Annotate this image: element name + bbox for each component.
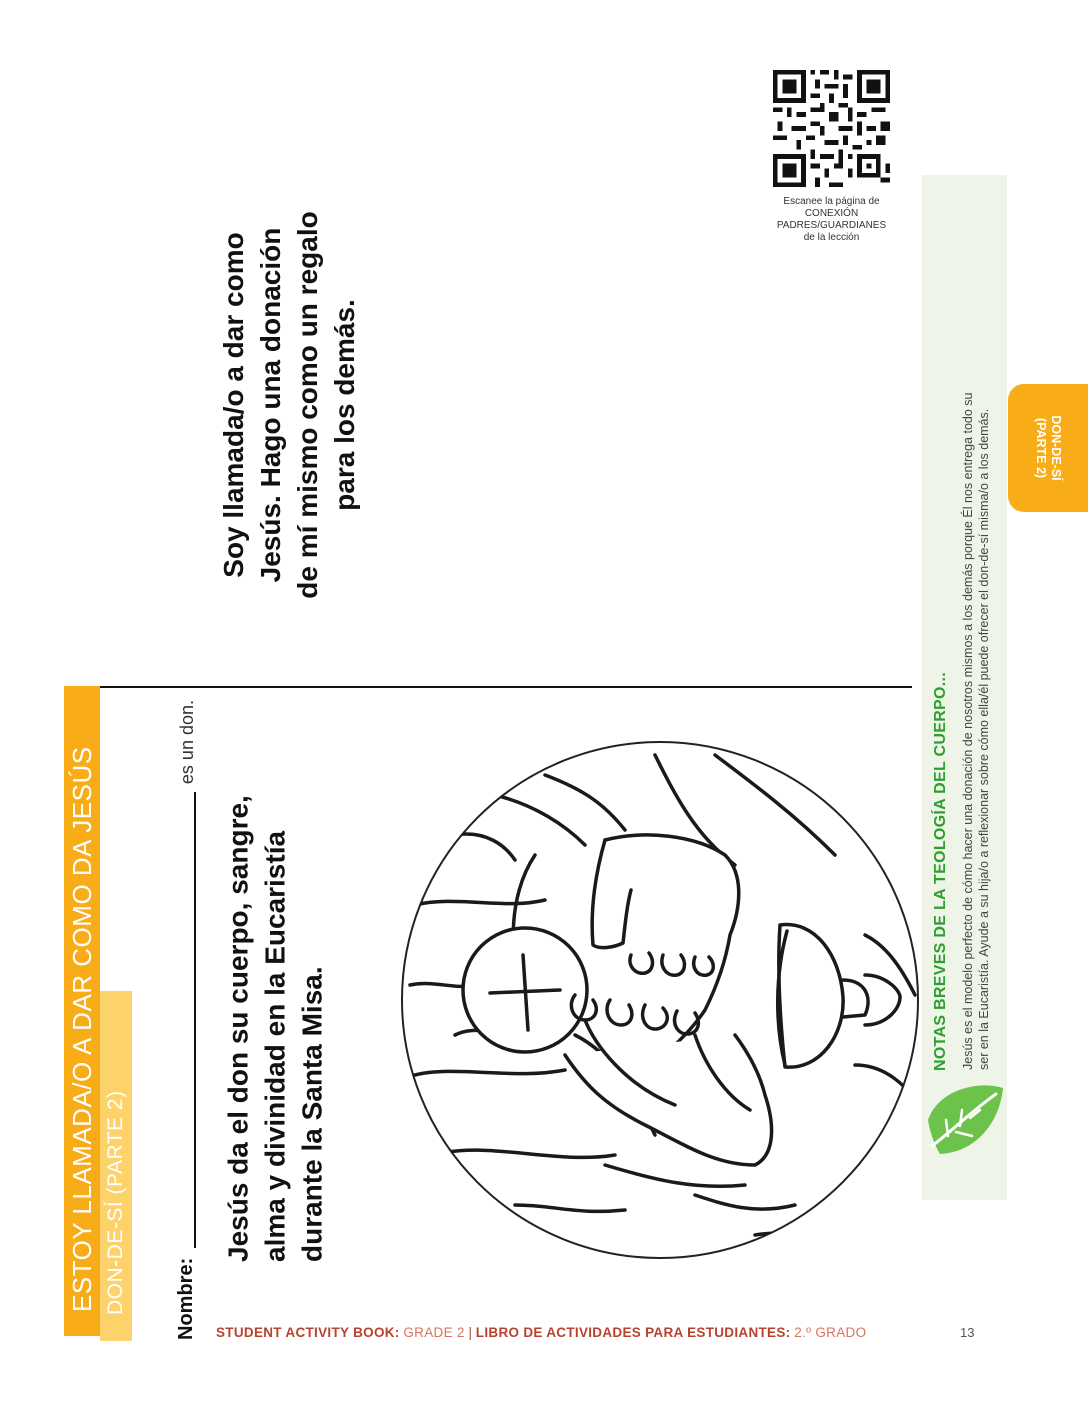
footer-grade: GRADE 2: [403, 1325, 465, 1340]
eucharist-statement: [220, 762, 335, 1262]
self-gift-statement: [215, 185, 365, 625]
notes-body-wrap: [960, 210, 994, 1070]
eucharist-hands-illustration: [395, 735, 925, 1265]
notes-body-line: ser en la Eucaristía. Ayude a su hija/o a reflexionar sobre cómo ella/él puede ofrecer el don-de-sí misma/o a los demás.: [977, 408, 991, 1070]
qr-caption-line: de la lección: [803, 232, 860, 243]
qr-code[interactable]: [773, 70, 890, 187]
statement-line: de mí mismo como un regalo: [292, 211, 323, 599]
notes-heading: NOTAS BREVES DE LA TEOLOGÍA DEL CUERPO...: [932, 671, 949, 1071]
footer-grade-es: 2.º GRADO: [794, 1325, 867, 1340]
worksheet-title-text: ESTOY LLAMADA/O A DAR COMO DA JESÚS: [66, 746, 97, 1312]
footer-book-label: STUDENT ACTIVITY BOOK:: [216, 1325, 400, 1340]
section-side-tab: [1008, 384, 1088, 512]
qr-caption-line: Escanee la página de: [783, 196, 880, 207]
statement-line: alma y divinidad en la Eucaristía: [259, 830, 291, 1262]
name-label: Nombre:: [175, 1257, 197, 1340]
page-footer: [0, 1320, 1088, 1350]
worksheet-title: [64, 686, 100, 1336]
name-suffix: es un don.: [177, 700, 197, 785]
worksheet-subtitle-text: DON-DE-SÍ (PARTE 2): [104, 1090, 127, 1315]
statement-line: para los demás.: [329, 299, 360, 511]
footer-book-label-es: LIBRO DE ACTIVIDADES PARA ESTUDIANTES:: [475, 1325, 791, 1340]
qr-caption-line: CONEXIÓN: [804, 208, 859, 219]
statement-line: durante la Santa Misa.: [296, 966, 328, 1262]
side-tab-line: DON-DE-SÍ: [1049, 415, 1063, 481]
name-field[interactable]: [170, 700, 196, 1340]
leaf-icon: [918, 1080, 1008, 1160]
side-tab-line: (PARTE 2): [1034, 417, 1048, 479]
notes-heading-wrap: [932, 601, 954, 1071]
statement-line: Jesús. Hago una donación: [255, 227, 286, 583]
name-line[interactable]: [176, 792, 196, 1248]
statement-line: Jesús da el don su cuerpo, sangre,: [222, 795, 254, 1262]
fold-line: [64, 686, 912, 688]
qr-caption-line: PADRES/GUARDIANES: [776, 220, 887, 231]
worksheet-subtitle: [100, 991, 132, 1341]
qr-caption: [755, 196, 908, 244]
notes-body-line: Jesús es el modelo perfecto de cómo hacer una donación de nosotros mismos a los demás porque Él nos entrega todo su: [961, 392, 975, 1070]
statement-line: Soy llamada/o a dar como: [218, 232, 249, 578]
page-number: 13: [960, 1325, 975, 1340]
footer-separator: |: [468, 1325, 473, 1340]
notes-body: [960, 210, 992, 1070]
